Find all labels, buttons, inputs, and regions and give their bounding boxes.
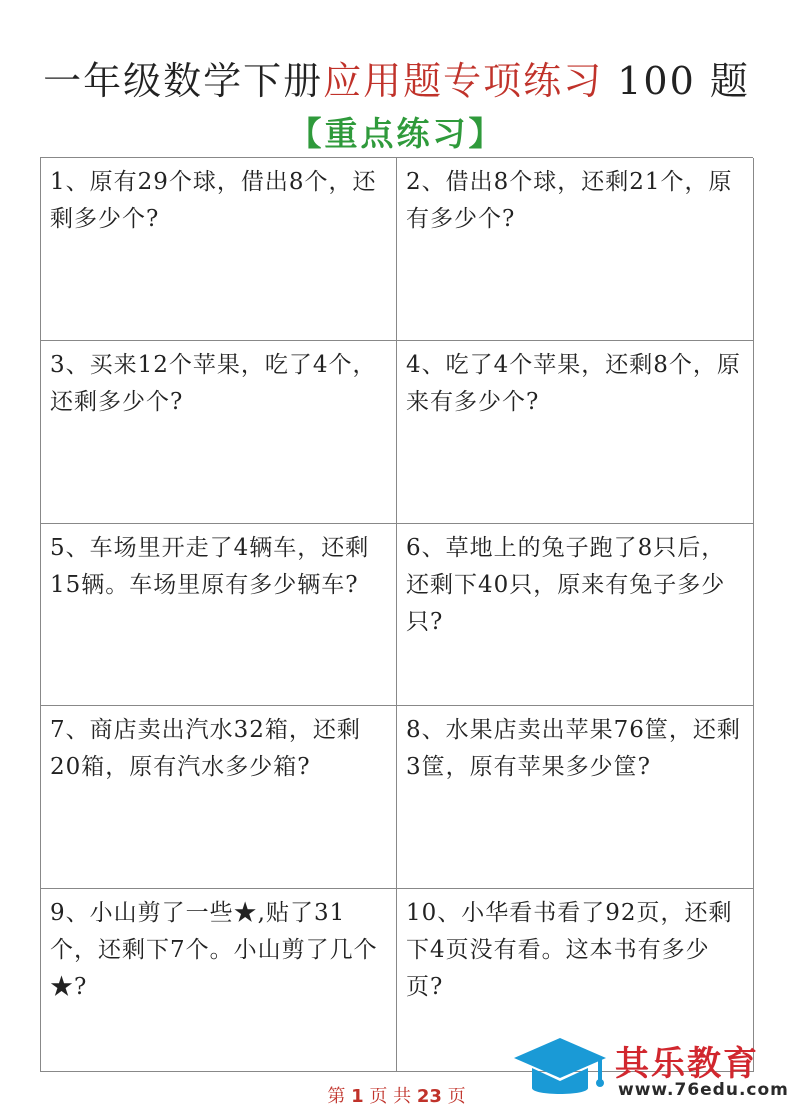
- problem-cell-8: 8、水果店卖出苹果76筐，还剩3筐，原有苹果多少筐?: [397, 706, 754, 889]
- problem-grid: [40, 157, 753, 1072]
- title-part-3: 100 题: [603, 59, 750, 103]
- graduation-cap-icon: [510, 1036, 610, 1104]
- footer-text-1: 第: [327, 1086, 352, 1107]
- page-total: 23: [416, 1086, 442, 1107]
- problem-cell-6: 6、草地上的兔子跑了8只后，还剩下40只，原来有兔子多少只?: [397, 524, 754, 707]
- problem-cell-7: 7、商店卖出汽水32箱，还剩20箱，原有汽水多少箱?: [41, 706, 397, 889]
- problem-cell-5: 5、车场里开走了4辆车，还剩15辆。车场里原有多少辆车?: [41, 524, 397, 707]
- problem-cell-1: 1、原有29个球，借出8个，还剩多少个?: [41, 158, 397, 341]
- footer-text-2: 页 共: [363, 1086, 417, 1107]
- page-number: 1: [351, 1086, 364, 1107]
- problem-cell-2: 2、借出8个球，还剩21个，原有多少个?: [397, 158, 754, 341]
- problem-cell-4: 4、吃了4个苹果，还剩8个，原来有多少个?: [397, 341, 754, 524]
- title-part-2: 应用题专项练习: [323, 59, 604, 103]
- problem-cell-10: 10、小华看书看了92页，还剩下4页没有看。这本书有多少页?: [397, 889, 754, 1072]
- brand-logo: [510, 1036, 793, 1104]
- page-title: [0, 50, 793, 105]
- page-subtitle: 【重点练习】: [288, 114, 505, 153]
- problem-cell-9: 9、小山剪了一些★,贴了31个，还剩下7个。小山剪了几个★?: [41, 889, 397, 1072]
- brand-name: 其乐教育: [615, 1044, 759, 1084]
- brand-url: www.76edu.com: [618, 1080, 789, 1100]
- problem-cell-3: 3、买来12个苹果，吃了4个，还剩多少个?: [41, 341, 397, 524]
- footer-text-3: 页: [441, 1086, 466, 1107]
- title-part-1: 一年级数学下册: [43, 59, 324, 103]
